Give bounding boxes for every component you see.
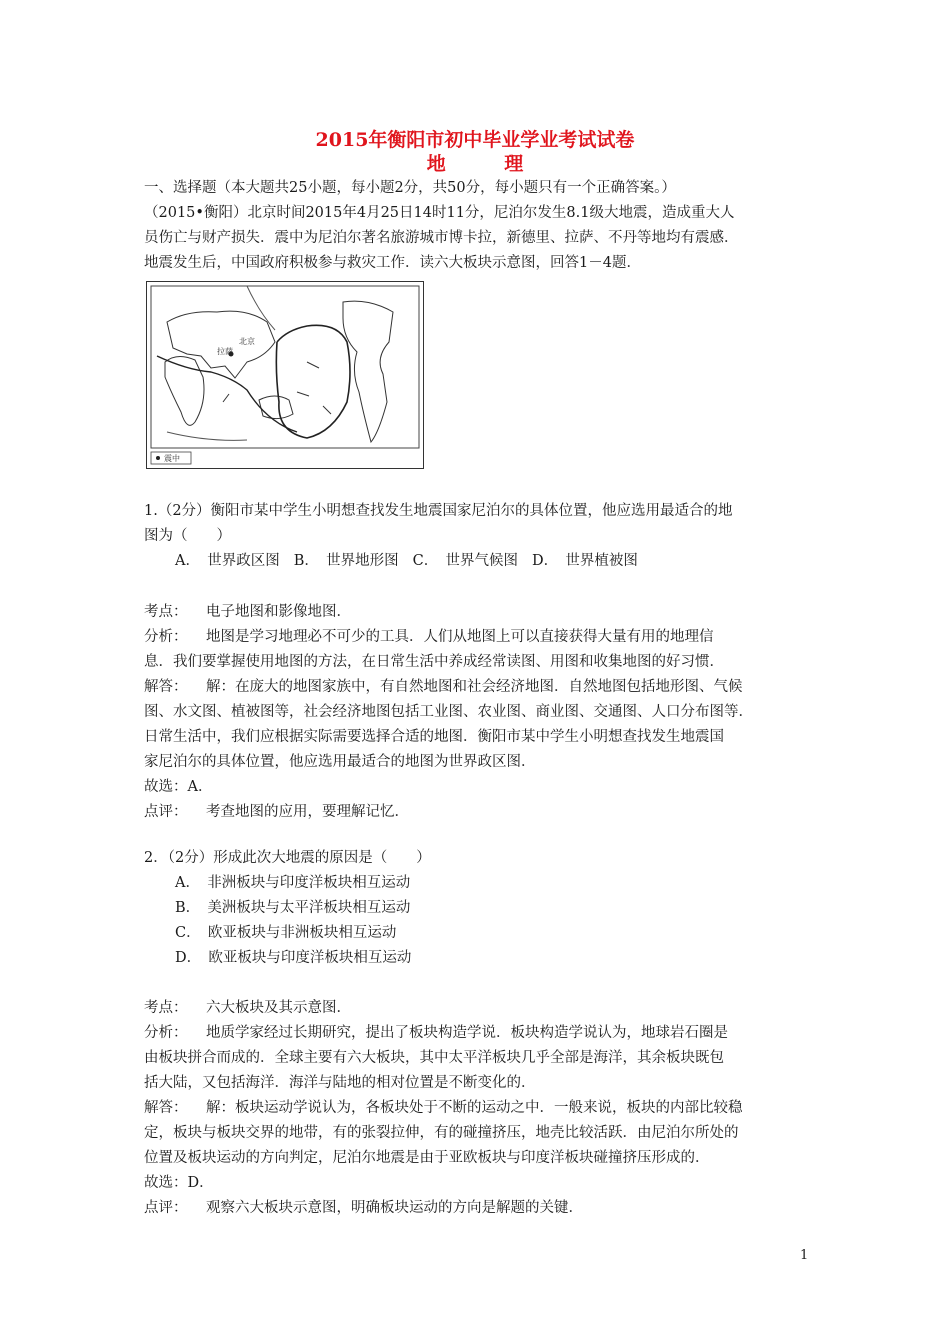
eurasia-outline bbox=[167, 311, 275, 378]
page-number: 1 bbox=[800, 1248, 809, 1263]
q2-option-d: D． 欧亚板块与印度洋板块相互运动 bbox=[175, 950, 412, 966]
q2-answer: 故选：D． bbox=[144, 1175, 214, 1191]
section-heading: 一、选择题（本大题共25小题，每小题2分，共50分，每小题只有一个正确答案。） bbox=[144, 180, 676, 196]
kaodian-label: 考点： bbox=[144, 1000, 188, 1016]
kaodian-text: 六大板块及其示意图． bbox=[206, 1000, 351, 1016]
fenxi-label: 分析： bbox=[144, 629, 188, 645]
motion-arrow bbox=[307, 362, 319, 368]
q1-jieda bbox=[144, 675, 816, 700]
q2-stem: 2．（2分）形成此次大地震的原因是（ ） bbox=[144, 850, 431, 866]
q2-jieda-cont: 定，板块与板块交界的地带，有的张裂拉伸，有的碰撞挤压，地壳比较活跃．由尼泊尔所处的 bbox=[144, 1125, 739, 1141]
q1-jieda-cont: 日常生活中，我们应根据实际需要选择合适的地图．衡阳市某中学生小明想查找发生地震国 bbox=[144, 729, 724, 745]
q1-stem: 图为（ ） bbox=[144, 528, 231, 544]
q1-option-d: D． 世界植被图 bbox=[532, 553, 638, 569]
motion-arrow bbox=[223, 394, 229, 402]
kaodian-text: 电子地图和影像地图． bbox=[206, 604, 351, 620]
plate-map-drawing bbox=[147, 282, 423, 468]
q2-fenxi-cont: 括大陆，又包括海洋．海洋与陆地的相对位置是不断变化的． bbox=[144, 1075, 536, 1091]
jieda-text: 解：在庞大的地图家族中，有自然地图和社会经济地图．自然地图包括地形图、气候 bbox=[206, 679, 743, 695]
q1-stem: 1.（2分）衡阳市某中学生小明想查找发生地震国家尼泊尔的具体位置，他应选用最适合的地 bbox=[144, 503, 733, 519]
plate-boundary bbox=[167, 432, 247, 440]
q2-jieda bbox=[144, 1096, 816, 1121]
dianping-text: 考查地图的应用，要理解记忆． bbox=[206, 804, 409, 820]
q2-option-a: A． 非洲板块与印度洋板块相互运动 bbox=[175, 875, 411, 891]
fenxi-label: 分析： bbox=[144, 1025, 188, 1041]
q2-kaodian bbox=[144, 996, 816, 1021]
motion-arrow bbox=[323, 406, 331, 414]
jieda-label: 解答： bbox=[144, 1100, 188, 1116]
q1-dianping bbox=[144, 800, 816, 825]
kaodian-label: 考点： bbox=[144, 604, 188, 620]
fenxi-text: 地质学家经过长期研究，提出了板块构造学说．板块构造学说认为，地球岩石圈是 bbox=[206, 1025, 728, 1041]
q1-jieda-cont: 家尼泊尔的具体位置，他应选用最适合的地图为世界政区图． bbox=[144, 754, 536, 770]
q1-fenxi bbox=[144, 625, 816, 650]
map-label-beijing: 北京 bbox=[239, 337, 255, 346]
q2-option-b: B． 美洲板块与太平洋板块相互运动 bbox=[175, 900, 411, 916]
q1-fenxi-cont: 息．我们要掌握使用地图的方法，在日常生活中养成经常读图、用图和收集地图的好习惯． bbox=[144, 654, 724, 670]
subject-title: 地 理 bbox=[426, 153, 550, 175]
q1-option-c: C． 世界气候图 bbox=[412, 553, 518, 569]
q1-option-a: A． 世界政区图 bbox=[175, 553, 280, 569]
intro-line: （2015•衡阳）北京时间2015年4月25日14时11分，尼泊尔发生8.1级大地震，造成重大人 bbox=[144, 205, 735, 221]
q1-jieda-cont: 图、水文图、植被图等，社会经济地图包括工业图、农业图、商业图、交通图、人口分布图等． bbox=[144, 704, 753, 720]
motion-arrow bbox=[297, 392, 309, 396]
exam-title: 2015年衡阳市初中毕业学业考试试卷 bbox=[315, 129, 635, 151]
q1-option-b: B． 世界地形图 bbox=[293, 553, 399, 569]
intro-line: 地震发生后，中国政府积极参与救灾工作．读六大板块示意图，回答1－4题． bbox=[144, 255, 641, 271]
jieda-label: 解答： bbox=[144, 679, 188, 695]
plate-boundary bbox=[247, 286, 275, 330]
dianping-label: 点评： bbox=[144, 804, 188, 820]
q2-fenxi-cont: 由板块拼合而成的．全球主要有六大板块，其中太平洋板块几乎全部是海洋，其余板块既包 bbox=[144, 1050, 724, 1066]
q1-options bbox=[175, 549, 847, 574]
dianping-text: 观察六大板块示意图，明确板块运动的方向是解题的关键． bbox=[206, 1200, 583, 1216]
australia-outline bbox=[259, 396, 293, 419]
q1-answer: 故选：A． bbox=[144, 779, 213, 795]
map-label-lhasa: 拉萨 bbox=[217, 347, 233, 356]
plate-map-figure bbox=[146, 281, 424, 469]
q1-kaodian bbox=[144, 600, 816, 625]
map-legend-epicenter: 震中 bbox=[164, 454, 180, 463]
jieda-text: 解：板块运动学说认为，各板块处于不断的运动之中．一般来说，板块的内部比较稳 bbox=[206, 1100, 743, 1116]
intro-line: 员伤亡与财产损失．震中为尼泊尔著名旅游城市博卡拉，新德里、拉萨、不丹等地均有震感． bbox=[144, 230, 739, 246]
q2-jieda-cont: 位置及板块运动的方向判定，尼泊尔地震是由于亚欧板块与印度洋板块碰撞挤压形成的． bbox=[144, 1150, 710, 1166]
fenxi-text: 地图是学习地理必不可少的工具．人们从地图上可以直接获得大量有用的地理信 bbox=[206, 629, 714, 645]
plate-boundary bbox=[276, 325, 350, 438]
q2-dianping bbox=[144, 1196, 816, 1221]
q2-option-c: C． 欧亚板块与非洲板块相互运动 bbox=[175, 925, 397, 941]
dianping-label: 点评： bbox=[144, 1200, 188, 1216]
q2-fenxi bbox=[144, 1021, 816, 1046]
